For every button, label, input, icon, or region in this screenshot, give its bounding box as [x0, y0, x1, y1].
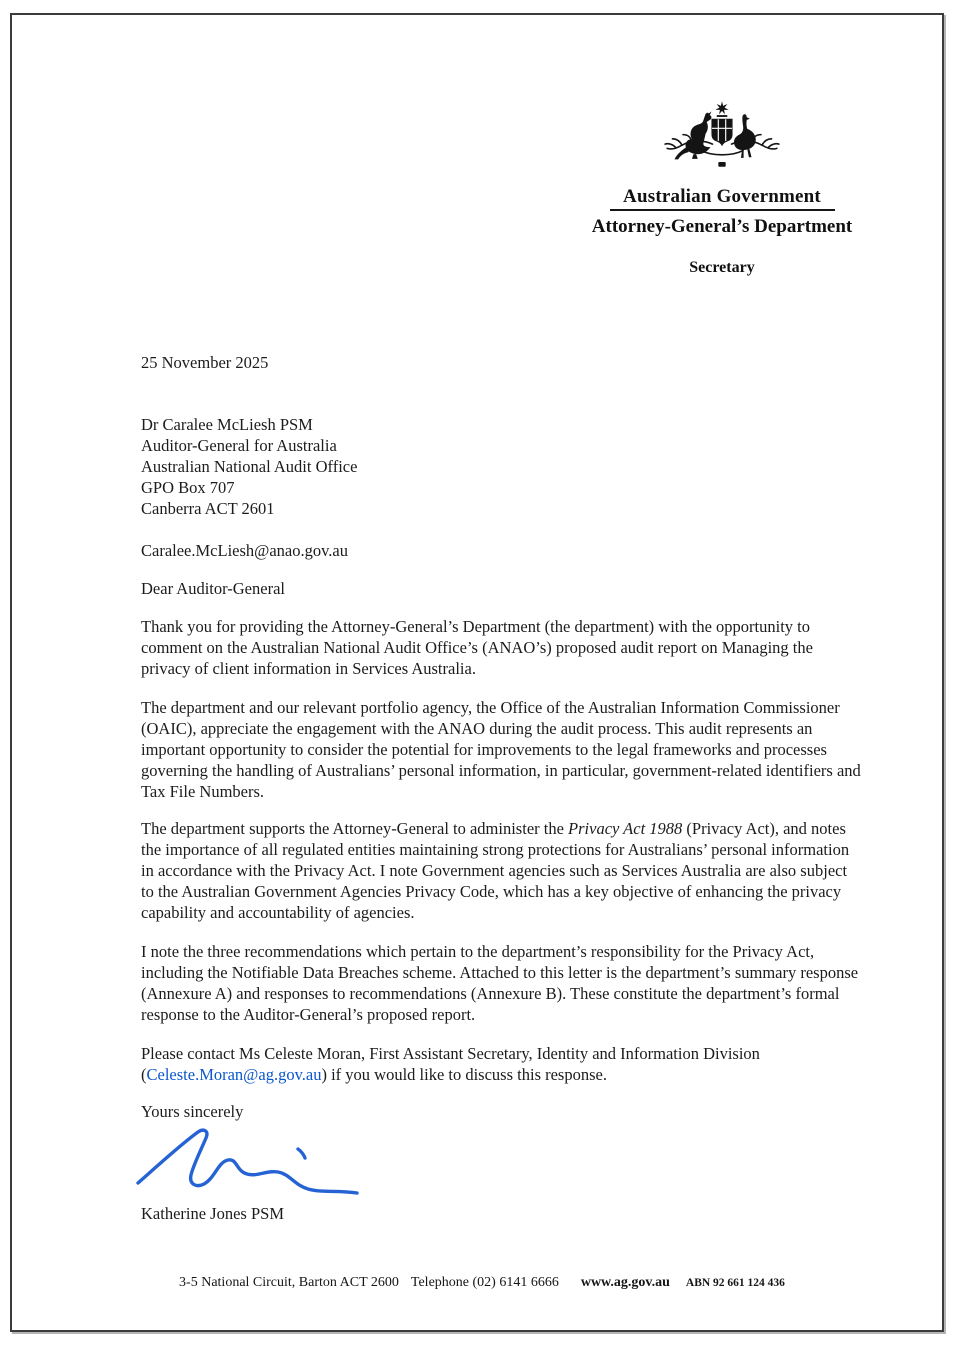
- footer-address: 3-5 National Circuit, Barton ACT 2600: [179, 1275, 399, 1290]
- letterhead-rule: [610, 209, 835, 211]
- address-line: Australian National Audit Office: [141, 457, 358, 476]
- footer-website: www.ag.gov.au: [580, 1275, 670, 1290]
- address-line: Canberra ACT 2601: [141, 499, 275, 518]
- footer-abn: ABN 92 661 124 436: [685, 1277, 785, 1289]
- contact-paragraph: [141, 1043, 863, 1085]
- date-line: 25 November 2025: [141, 353, 269, 372]
- body-paragraph-3: [141, 818, 863, 923]
- body-paragraph-2: [141, 697, 863, 802]
- salutation: Dear Auditor-General: [141, 579, 285, 598]
- paragraph-text: ) if you would like to discuss this response.: [321, 1065, 607, 1084]
- paragraph-text: The department supports the Attorney-General to administer the: [141, 819, 569, 838]
- page-footer: [22, 1275, 942, 1291]
- paragraph-text: The department and our relevant portfolio agency, the Office of the Australian Information Commissioner (OAIC), appreciate the engagement with the ANAO during the audit process. This audit represents an important opportunity to consider the potential for improvements to the legal frameworks and processes governing the handling of Australians’ personal information, in particular, government-related identifiers and Tax File Numbers.: [141, 698, 861, 801]
- contact-email-link[interactable]: Celeste.Moran@ag.gov.au: [146, 1065, 322, 1084]
- address-line: Auditor-General for Australia: [141, 436, 337, 455]
- australian-coat-of-arms-icon: [664, 99, 780, 185]
- recipient-address: [141, 414, 357, 519]
- address-line: GPO Box 707: [141, 478, 235, 497]
- address-line: Dr Caralee McLiesh PSM: [141, 415, 313, 434]
- handwritten-signature-icon: [130, 1119, 375, 1207]
- act-title-italic: Privacy Act 1988: [568, 819, 683, 838]
- paragraph-text: I note the three recommendations which pertain to the department’s responsibility for the Privacy Act, including the Notifiable Data Breaches scheme. Attached to this letter is the department’s summary response (Annexure A) and responses to recommendations (Annexure B). These constitute the department’s formal response to the Auditor-General’s proposed report.: [141, 942, 859, 1024]
- department-title: Attorney-General’s Department: [591, 216, 853, 237]
- letter-page: [10, 13, 944, 1332]
- paragraph-text: (Privacy Act), and notes the importance of all regulated entities maintaining strong protections for Australians’ personal information in accordance with the Privacy Act. I note Government agencies such as Services Australia are also subject to the Australian Government Agencies Privacy Code, which has a key objective of enhancing the privacy capability and accountability of agencies.: [141, 819, 850, 922]
- paragraph-text: Thank you for providing the Attorney-General’s Department (the department) with the opportunity to comment on the Australian National Audit Office’s (ANAO’s) proposed audit report on Managing the privacy of client information in Services Australia.: [141, 617, 813, 678]
- government-title: Australian Government: [623, 186, 821, 207]
- signatory-name: Katherine Jones PSM: [141, 1204, 284, 1223]
- closing: Yours sincerely: [141, 1102, 244, 1121]
- office-title: Secretary: [689, 259, 755, 276]
- paragraph-text: Please contact Ms Celeste Moran, First Assistant Secretary, Identity and Information Division (: [141, 1044, 760, 1084]
- body-paragraph-4: [141, 941, 863, 1025]
- body-paragraph-1: [141, 616, 863, 679]
- footer-telephone: Telephone (02) 6141 6666: [410, 1275, 559, 1290]
- recipient-email: Caralee.McLiesh@anao.gov.au: [141, 541, 348, 560]
